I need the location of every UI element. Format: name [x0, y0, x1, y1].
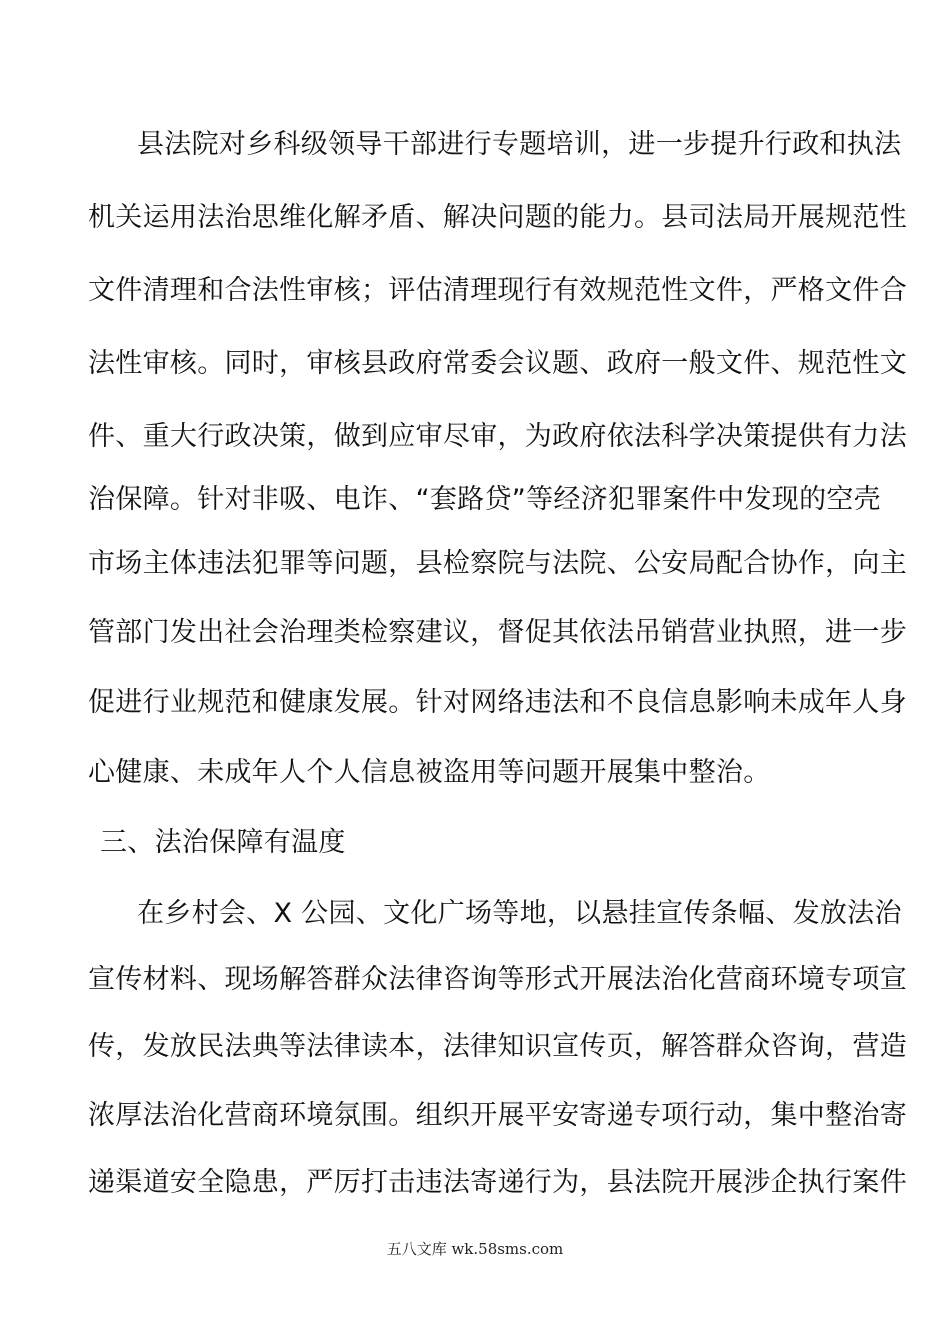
paragraph-1-line: 法性审核。同时，审核县政府常委会议题、政府一般文件、规范性文 [88, 348, 907, 379]
paragraph-1-line: 治保障。针对非吸、电诈、“套路贷”等经济犯罪案件中发现的空壳 [88, 484, 881, 515]
paragraph-2-line: 在乡村会、X 公园、文化广场等地，以悬挂宣传条幅、发放法治 [137, 898, 902, 929]
section-heading: 三、法治保障有温度 [100, 827, 346, 858]
paragraph-1-line: 管部门发出社会治理类检察建议，督促其依法吊销营业执照，进一步 [88, 617, 907, 648]
paragraph-1-line: 心健康、未成年人个人信息被盗用等问题开展集中整治。 [88, 757, 771, 788]
paragraph-2-line: 传，发放民法典等法律读本，法律知识宣传页，解答群众咨询，营造 [88, 1031, 907, 1062]
paragraph-2-line: 浓厚法治化营商环境氛围。组织开展平安寄递专项行动，集中整治寄 [88, 1100, 907, 1131]
paragraph-1-line: 机关运用法治思维化解矛盾、解决问题的能力。县司法局开展规范性 [88, 202, 907, 233]
paragraph-1-line: 件、重大行政决策，做到应审尽审，为政府依法科学决策提供有力法 [88, 421, 907, 452]
paragraph-1-line: 市场主体违法犯罪等问题，县检察院与法院、公安局配合协作，向主 [88, 548, 907, 579]
paragraph-1-line: 促进行业规范和健康发展。针对网络违法和不良信息影响未成年人身 [88, 687, 907, 718]
paragraph-1-line: 县法院对乡科级领导干部进行专题培训，进一步提升行政和执法 [137, 129, 902, 160]
paragraph-1-line: 文件清理和合法性审核；评估清理现行有效规范性文件，严格文件合 [88, 275, 907, 306]
paragraph-2-line: 递渠道安全隐患，严厉打击违法寄递行为，县法院开展涉企执行案件 [88, 1167, 907, 1198]
paragraph-2-line: 宣传材料、现场解答群众法律咨询等形式开展法治化营商环境专项宣 [88, 964, 907, 995]
footer-watermark: 五八文库 wk.58sms.com [386, 1240, 564, 1258]
